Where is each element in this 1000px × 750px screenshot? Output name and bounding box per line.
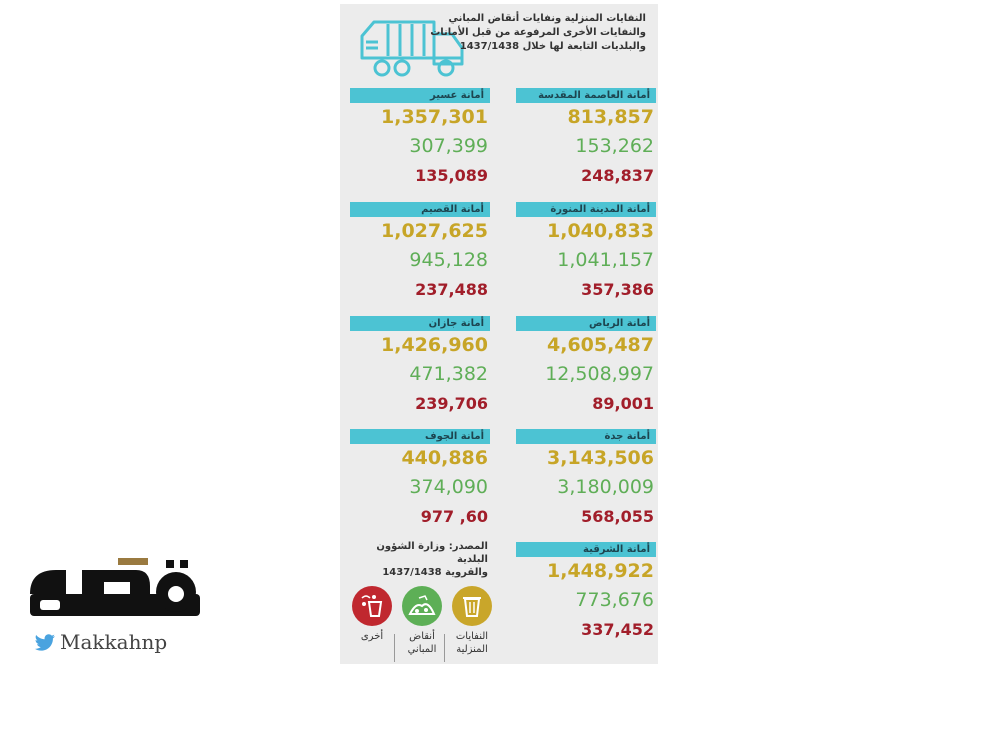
building-value: 153,262 xyxy=(575,135,654,157)
brand-name: Makkahnp xyxy=(60,630,168,654)
household-value: 4,605,487 xyxy=(547,334,654,356)
building-value: 307,399 xyxy=(409,135,488,157)
building-value: 3,180,009 xyxy=(557,476,654,498)
building-value: 773,676 xyxy=(575,589,654,611)
region-banner: أمانة الجوف xyxy=(350,429,490,444)
other-value: 977 ,60 xyxy=(420,507,488,526)
household-value: 1,426,960 xyxy=(381,334,488,356)
region-block-eastern xyxy=(516,542,656,644)
household-value: 1,027,625 xyxy=(381,220,488,242)
legend-building xyxy=(397,586,447,656)
region-banner: أمانة جدة xyxy=(516,429,656,444)
legend-label: أنقاض xyxy=(409,631,435,642)
waste-basket-icon xyxy=(352,586,392,626)
region-banner: أمانة القصيم xyxy=(350,202,490,217)
region-banner: أمانة جازان xyxy=(350,316,490,331)
building-value: 945,128 xyxy=(409,249,488,271)
region-block-madinah xyxy=(516,202,656,304)
legend-household xyxy=(447,586,497,656)
trash-bin-icon xyxy=(452,586,492,626)
rubble-icon xyxy=(402,586,442,626)
other-value: 237,488 xyxy=(415,280,488,299)
region-banner: أمانة عسير xyxy=(350,88,490,103)
other-value: 89,001 xyxy=(592,394,654,413)
region-block-makkah xyxy=(516,88,656,190)
makkah-logo xyxy=(26,556,206,628)
region-block-jouf xyxy=(350,429,490,531)
building-value: 471,382 xyxy=(409,363,488,385)
source-line-2: والقروية 1437/1438 xyxy=(382,567,488,578)
title-line-2: والنفايات الأخرى المرفوعة من قبل الأمانات xyxy=(430,27,646,38)
region-banner: أمانة المدينة المنورة xyxy=(516,202,656,217)
region-banner: أمانة الشرقية xyxy=(516,542,656,557)
household-value: 1,448,922 xyxy=(547,560,654,582)
legend-label: أخرى xyxy=(360,631,384,642)
region-block-riyadh xyxy=(516,316,656,418)
twitter-bird-icon xyxy=(34,634,56,652)
region-block-jeddah xyxy=(516,429,656,531)
legend-label-line2: المباني xyxy=(407,644,437,655)
infographic-card xyxy=(340,4,658,664)
household-value: 1,040,833 xyxy=(547,220,654,242)
title-line-1: النفايات المنزلية ونفايات أنقاض المباني xyxy=(448,13,646,24)
building-value: 1,041,157 xyxy=(557,249,654,271)
region-block-asir xyxy=(350,88,490,190)
household-value: 3,143,506 xyxy=(547,447,654,469)
title-line-3: والبلديات التابعة لها خلال 1437/1438 xyxy=(459,41,646,52)
legend-label-line2: المنزلية xyxy=(456,644,488,655)
building-value: 12,508,997 xyxy=(545,363,654,385)
other-value: 357,386 xyxy=(581,280,654,299)
region-block-qassim xyxy=(350,202,490,304)
source-line-1: المصدر: وزارة الشؤون البلدية xyxy=(376,541,488,565)
household-value: 440,886 xyxy=(401,447,488,469)
region-banner: أمانة العاصمة المقدسة xyxy=(516,88,656,103)
household-value: 1,357,301 xyxy=(381,106,488,128)
other-value: 337,452 xyxy=(581,620,654,639)
building-value: 374,090 xyxy=(409,476,488,498)
legend-label: النفايات xyxy=(455,631,489,642)
region-banner: أمانة الرياض xyxy=(516,316,656,331)
other-value: 239,706 xyxy=(415,394,488,413)
other-value: 135,089 xyxy=(415,166,488,185)
household-value: 813,857 xyxy=(567,106,654,128)
source-note xyxy=(352,540,488,579)
region-block-jazan xyxy=(350,316,490,418)
infographic-title xyxy=(430,12,646,54)
other-value: 568,055 xyxy=(581,507,654,526)
other-value: 248,837 xyxy=(581,166,654,185)
legend-other xyxy=(347,586,397,643)
